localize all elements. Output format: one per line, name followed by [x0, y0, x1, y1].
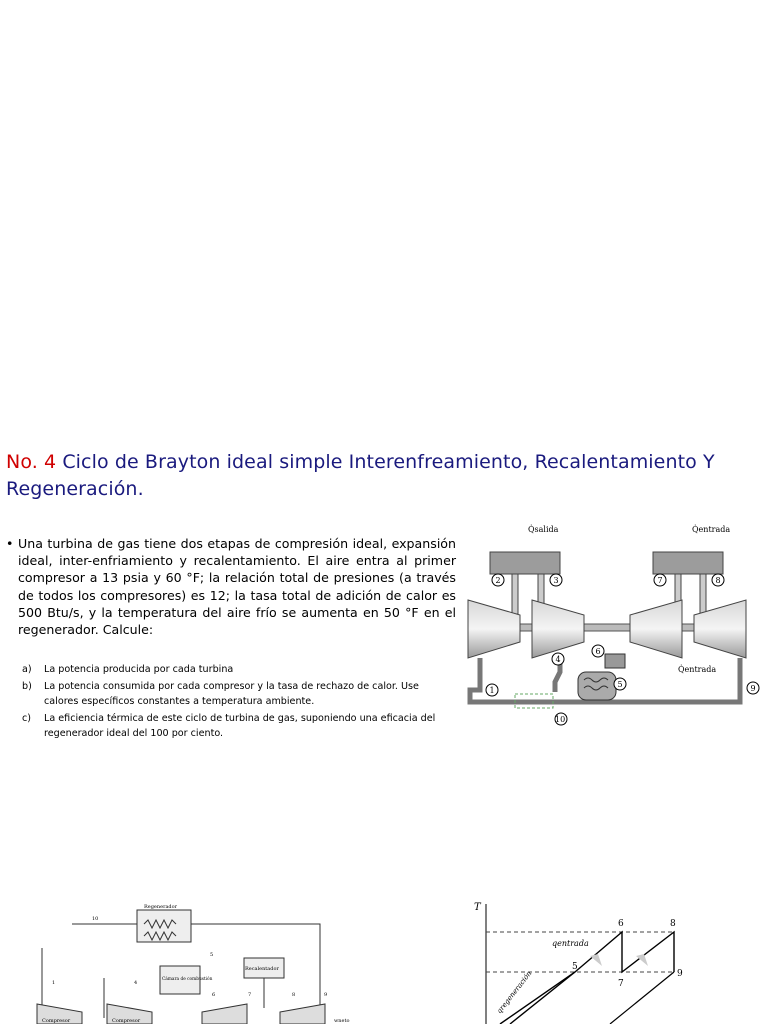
bullet-marker: • — [6, 536, 14, 551]
state-9: 9 — [750, 684, 756, 693]
state-7: 7 — [657, 576, 663, 585]
question-label: c) — [22, 713, 32, 724]
regenerator-box — [137, 910, 191, 942]
ts-point-5: 5 — [572, 962, 578, 972]
question-item — [22, 679, 456, 709]
state-8: 8 — [715, 576, 721, 585]
intercooler-box — [490, 552, 560, 574]
gas-turbine-schematic — [460, 512, 765, 742]
ts-point-6: 6 — [618, 919, 624, 929]
state-10: 10 — [555, 715, 566, 724]
state-7-bl: 7 — [248, 992, 252, 998]
compresor-1-label: Compresor — [42, 1018, 71, 1024]
combustion-chamber — [605, 654, 625, 668]
state-4-bl: 4 — [134, 980, 138, 986]
question-text: La potencia producida por cada turbina — [44, 664, 234, 675]
turbine-1 — [630, 600, 682, 658]
q-entrada-top-label: Q̇entrada — [692, 525, 731, 534]
regenerador-label: Regenerador — [144, 904, 178, 910]
state-6: 6 — [595, 647, 601, 656]
problem-title — [6, 449, 766, 503]
q-regeneracion-label: qregeneración — [495, 969, 534, 1016]
ts-point-9: 9 — [677, 969, 683, 979]
camara-label: Cámara de combustión — [162, 977, 213, 982]
question-text: La eficiencia térmica de este ciclo de turbina de gas, suponiendo una eficacia del regenerador ideal del 100 por ciento. — [44, 713, 436, 739]
compressor-2 — [532, 600, 584, 658]
q-entrada-side-label: Q̇entrada — [678, 665, 717, 674]
regenerator — [578, 672, 616, 700]
w-neto-label: wneto — [334, 1018, 350, 1024]
recalentador-label: Recalentador — [245, 966, 279, 972]
question-label: a) — [22, 664, 32, 675]
reheater-box — [653, 552, 723, 574]
question-label: b) — [22, 681, 32, 692]
question-item — [22, 662, 456, 677]
state-5-bl: 5 — [210, 952, 214, 958]
t-s-diagram — [470, 896, 700, 1024]
t-axis-label: T — [474, 902, 481, 913]
problem-statement — [6, 535, 456, 638]
compresor-2-label: Compresor — [112, 1018, 141, 1024]
state-2: 2 — [495, 576, 501, 585]
question-item — [22, 711, 456, 741]
problem-text: Una turbina de gas tiene dos etapas de compresión ideal, expansión ideal, inter-enfriamiento y recalentamiento. El aire entra al primer compresor a 13 psia y 60 °F; la relación total de presiones (a través de todos los compresores) es 12; la tasa total de adición de calor es 500 Btu/s, y la temperatura del aire frío se aumenta en 50 °F en el regenerador. Calcule: — [18, 536, 456, 638]
state-8-bl: 8 — [292, 992, 296, 998]
state-1: 1 — [489, 686, 495, 695]
state-4: 4 — [555, 655, 561, 664]
regeneration-schematic — [22, 898, 362, 1024]
ts-point-7: 7 — [618, 979, 624, 989]
state-9-bl: 9 — [324, 992, 328, 998]
ts-point-8: 8 — [670, 919, 676, 929]
question-list — [22, 662, 456, 743]
q-salida-label: Q̇salida — [528, 525, 559, 534]
question-text: La potencia consumida por cada compresor y la tasa de rechazo de calor. Use calores específicos constantes a temperatura ambiente. — [44, 681, 419, 707]
problem-title-text: Ciclo de Brayton ideal simple Interenfreamiento, Recalentamiento Y Regeneración. — [6, 451, 715, 500]
q-entrada-label: qentrada — [552, 939, 589, 948]
state-3: 3 — [553, 576, 559, 585]
state-1-bl: 1 — [52, 980, 56, 986]
state-10-bl: 10 — [92, 916, 99, 922]
problem-number: No. 4 — [6, 451, 57, 473]
state-5: 5 — [617, 680, 623, 689]
state-6-bl: 6 — [212, 992, 216, 998]
